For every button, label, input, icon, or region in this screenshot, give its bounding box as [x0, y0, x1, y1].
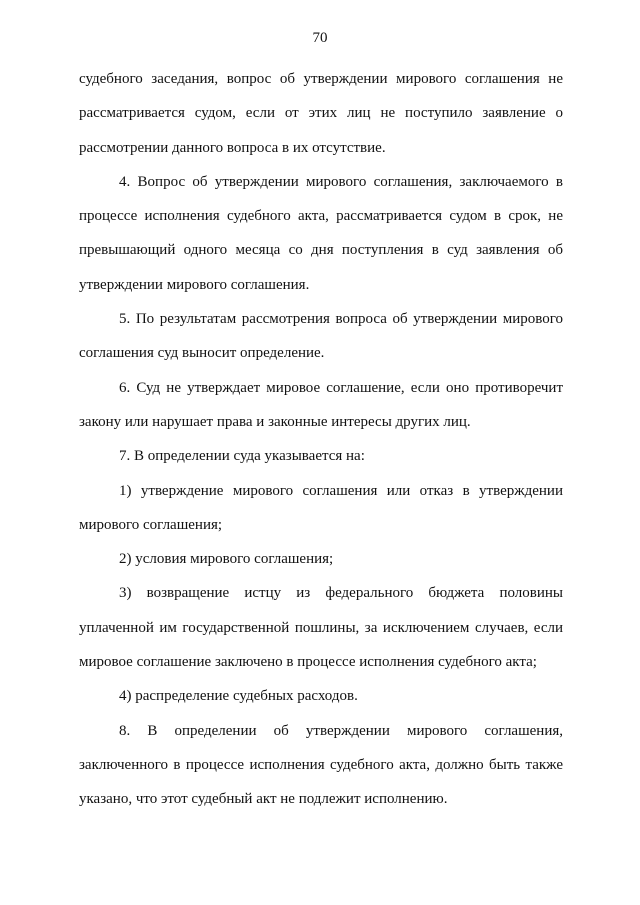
paragraph-subitem-2: 2) условия мирового соглашения;	[119, 551, 334, 568]
page-number: 70	[312, 30, 328, 46]
paragraph-item-8: 8. В определении об утверждении мирового соглашения, заключенного в процессе исполнения судебного акта, должно быть также указано, что этот судебный акт не подлежит исполнению.	[79, 722, 563, 808]
paragraph-continuation: судебного заседания, вопрос об утверждении мирового соглашения не рассматривается судом, если от этих лиц не поступило заявление о рассмотрении данного вопроса в их отсутствие.	[79, 71, 563, 156]
paragraph-item-5: 5. По результатам рассмотрения вопроса об утверждении мирового соглашения суд выносит определение.	[79, 311, 563, 362]
paragraph-subitem-3: 3) возвращение истцу из федерального бюджета половины уплаченной им государственной пошлины, за исключением случаев, если мировое соглашение заключено в процессе исполнения судебного акта;	[79, 585, 563, 671]
document-body	[79, 62, 563, 817]
paragraph-item-4: 4. Вопрос об утверждении мирового соглашения, заключаемого в процессе исполнения судебного акта, рассматривается судом в срок, не превышающий одного месяца со дня поступления в суд заявления об утверждении мирового соглашения.	[79, 173, 563, 293]
paragraph-subitem-1: 1) утверждение мирового соглашения или отказ в утверждении мирового соглашения;	[79, 482, 563, 533]
paragraph-subitem-4: 4) распределение судебных расходов.	[119, 688, 358, 705]
paragraph-item-6: 6. Суд не утверждает мировое соглашение, если оно противоречит закону или нарушает права и законные интересы других лиц.	[79, 379, 563, 430]
paragraph-item-7: 7. В определении суда указывается на:	[119, 448, 365, 465]
